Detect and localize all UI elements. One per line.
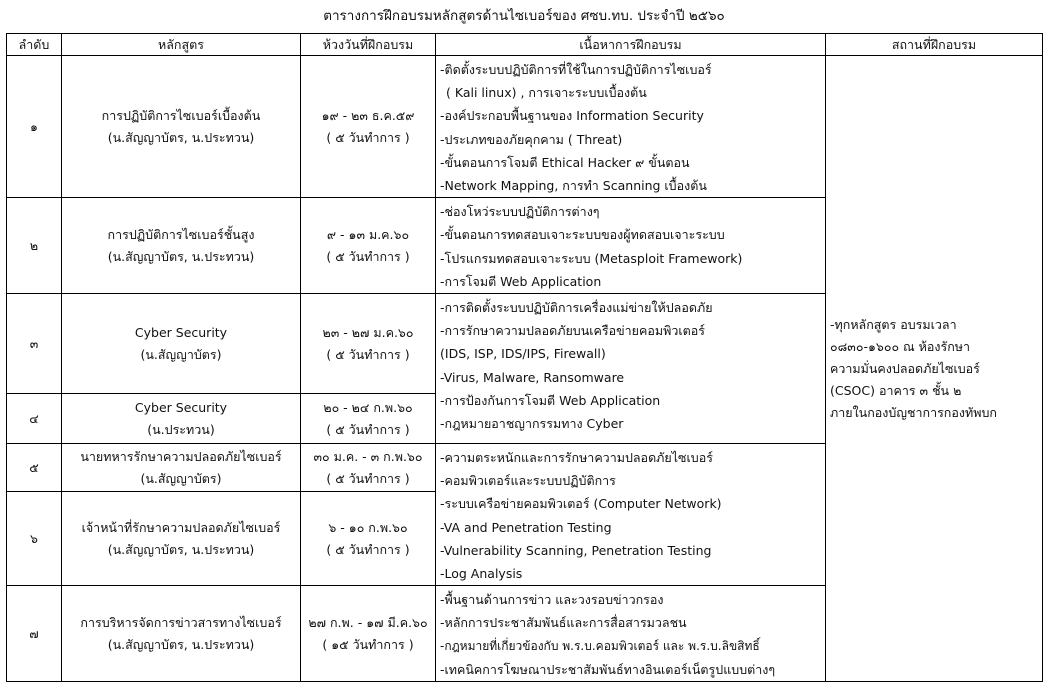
period-duration: ( ๑๕ วันทำการ ) bbox=[322, 636, 414, 652]
content-cell bbox=[436, 586, 826, 682]
venue-line: ความมั่นคงปลอดภัยไซเบอร์ bbox=[830, 360, 980, 376]
period-duration: ( ๕ วันทำการ ) bbox=[326, 470, 410, 486]
period-cell bbox=[301, 56, 436, 198]
course-name: Cyber Security bbox=[134, 324, 228, 340]
period-cell bbox=[301, 444, 436, 492]
order-cell: ๓ bbox=[7, 294, 62, 394]
content-line: -การติดตั้งระบบปฏิบัติการเครื่องแม่ข่ายให้ปลอดภัย bbox=[440, 300, 713, 316]
period-cell bbox=[301, 198, 436, 294]
course-trainees: (น.สัญญาบัตร) bbox=[140, 346, 222, 362]
content-line: -กฎหมายอาชญากรรมทาง Cyber bbox=[440, 416, 624, 432]
course-cell bbox=[62, 198, 301, 294]
order-cell: ๑ bbox=[7, 56, 62, 198]
header-venue: สถานที่ฝึกอบรม bbox=[826, 34, 1043, 56]
content-line: -ประเภทของภัยคุกคาม ( Threat) bbox=[440, 131, 623, 147]
period-dates: ๒๗ ก.พ. - ๑๗ มี.ค.๖๐ bbox=[308, 614, 428, 630]
period-duration: ( ๕ วันทำการ ) bbox=[326, 541, 410, 557]
content-cell bbox=[436, 56, 826, 198]
content-line: -การป้องกันการโจมตี Web Application bbox=[440, 392, 661, 408]
order-cell: ๔ bbox=[7, 394, 62, 444]
course-name: นายทหารรักษาความปลอดภัยไซเบอร์ bbox=[80, 448, 282, 464]
course-name: การบริหารจัดการข่าวสารทางไซเบอร์ bbox=[80, 614, 282, 630]
venue-line: -ทุกหลักสูตร อบรมเวลา bbox=[830, 316, 957, 332]
course-name: การปฏิบัติการไซเบอร์เบื้องต้น bbox=[101, 107, 261, 123]
course-cell bbox=[62, 56, 301, 198]
course-cell bbox=[62, 586, 301, 682]
content-line: -คอมพิวเตอร์และระบบปฏิบัติการ bbox=[440, 473, 616, 489]
course-trainees: (น.สัญญาบัตร, น.ประทวน) bbox=[107, 541, 255, 557]
content-line: -เทคนิคการโฆษณาประชาสัมพันธ์ทางอินเตอร์เน็ตรูปแบบต่างๆ bbox=[440, 661, 776, 677]
venue-line: ภายในกองบัญชาการกองทัพบก bbox=[830, 404, 997, 420]
content-line: -ช่องโหว่ระบบปฏิบัติการต่างๆ bbox=[440, 204, 600, 220]
period-dates: ๙ - ๑๓ ม.ค.๖๐ bbox=[326, 226, 410, 242]
content-line: -ขั้นตอนการทดสอบเจาะระบบของผู้ทดสอบเจาะระบบ bbox=[440, 227, 725, 243]
header-period: ห้วงวันที่ฝึกอบรม bbox=[301, 34, 436, 56]
header-order: ลำดับ bbox=[7, 34, 62, 56]
course-name: Cyber Security bbox=[134, 399, 228, 415]
table-row bbox=[7, 56, 1043, 198]
period-cell bbox=[301, 586, 436, 682]
order-cell: ๗ bbox=[7, 586, 62, 682]
period-duration: ( ๕ วันทำการ ) bbox=[326, 421, 410, 437]
venue-line: ๐๘๓๐-๑๖๐๐ ณ ห้องรักษา bbox=[830, 338, 971, 354]
content-cell bbox=[436, 444, 826, 586]
content-line: -ขั้นตอนการโจมตี Ethical Hacker ๙ ขั้นตอน bbox=[440, 154, 690, 170]
content-line: -ความตระหนักและการรักษาความปลอดภัยไซเบอร์ bbox=[440, 450, 713, 466]
order-cell: ๖ bbox=[7, 492, 62, 586]
course-trainees: (น.สัญญาบัตร, น.ประทวน) bbox=[107, 248, 255, 264]
period-dates: ๒๐ - ๒๔ ก.พ.๖๐ bbox=[323, 399, 413, 415]
training-schedule-table bbox=[6, 33, 1043, 682]
content-line: -โปรแกรมทดสอบเจาะระบบ (Metasploit Framework) bbox=[440, 250, 743, 266]
venue-cell bbox=[826, 56, 1043, 682]
course-cell bbox=[62, 394, 301, 444]
course-cell bbox=[62, 444, 301, 492]
content-cell bbox=[436, 198, 826, 294]
period-duration: ( ๕ วันทำการ ) bbox=[326, 248, 410, 264]
course-cell bbox=[62, 492, 301, 586]
content-line: -VA and Penetration Testing bbox=[440, 519, 612, 535]
content-line: (IDS, ISP, IDS/IPS, Firewall) bbox=[440, 346, 606, 362]
header-course: หลักสูตร bbox=[62, 34, 301, 56]
content-line: -หลักการประชาสัมพันธ์และการสื่อสารมวลชน bbox=[440, 615, 687, 631]
content-line: -องค์ประกอบพื้นฐานของ Information Security bbox=[440, 108, 704, 124]
venue-line: (CSOC) อาคาร ๓ ชั้น ๒ bbox=[830, 382, 962, 398]
course-trainees: (น.ประทวน) bbox=[147, 421, 215, 437]
content-line: -กฎหมายที่เกี่ยวข้องกับ พ.ร.บ.คอมพิวเตอร์ และ พ.ร.บ.ลิขสิทธิ์ bbox=[440, 638, 760, 653]
course-trainees: (น.สัญญาบัตร, น.ประทวน) bbox=[107, 129, 255, 145]
period-dates: ๖ - ๑๐ ก.พ.๖๐ bbox=[328, 519, 408, 535]
period-dates: ๒๓ - ๒๗ ม.ค.๖๐ bbox=[322, 324, 414, 340]
content-line: -การโจมตี Web Application bbox=[440, 273, 602, 289]
course-cell bbox=[62, 294, 301, 394]
course-trainees: (น.สัญญาบัตร, น.ประทวน) bbox=[107, 636, 255, 652]
table-title: ตารางการฝึกอบรมหลักสูตรด้านไซเบอร์ของ ศซบ.ทบ. ประจำปี ๒๕๖๐ bbox=[323, 8, 725, 24]
content-cell bbox=[436, 294, 826, 444]
content-line: -การรักษาความปลอดภัยบนเครือข่ายคอมพิวเตอร์ bbox=[440, 323, 705, 339]
period-cell bbox=[301, 492, 436, 586]
course-name: เจ้าหน้าที่รักษาความปลอดภัยไซเบอร์ bbox=[81, 519, 281, 535]
course-name: การปฏิบัติการไซเบอร์ชั้นสูง bbox=[107, 226, 255, 242]
period-duration: ( ๕ วันทำการ ) bbox=[326, 346, 410, 362]
header-content: เนื้อหาการฝึกอบรม bbox=[436, 34, 826, 56]
course-trainees: (น.สัญญาบัตร) bbox=[140, 470, 222, 486]
content-line: -Network Mapping, การทำ Scanning เบื้องต้น bbox=[440, 178, 707, 194]
content-line: -ระบบเครือข่ายคอมพิวเตอร์ (Computer Network) bbox=[440, 496, 722, 512]
period-cell bbox=[301, 294, 436, 394]
content-line: -Virus, Malware, Ransomware bbox=[440, 369, 625, 385]
order-cell: ๕ bbox=[7, 444, 62, 492]
content-line: ( Kali linux) , การเจาะระบบเบื้องต้น bbox=[446, 85, 647, 101]
content-line: -Vulnerability Scanning, Penetration Testing bbox=[440, 542, 712, 558]
order-cell: ๒ bbox=[7, 198, 62, 294]
content-line: -ติดตั้งระบบปฏิบัติการที่ใช้ในการปฏิบัติการไซเบอร์ bbox=[440, 62, 712, 77]
content-line: -พื้นฐานด้านการข่าว และวงรอบข่าวกรอง bbox=[440, 592, 664, 608]
period-dates: ๓๐ ม.ค. - ๓ ก.พ.๖๐ bbox=[313, 448, 423, 464]
period-dates: ๑๙ - ๒๓ ธ.ค.๕๙ bbox=[321, 107, 415, 123]
period-duration: ( ๕ วันทำการ ) bbox=[326, 129, 410, 145]
period-cell bbox=[301, 394, 436, 444]
content-line: -Log Analysis bbox=[440, 566, 523, 582]
header-row bbox=[7, 34, 1043, 56]
